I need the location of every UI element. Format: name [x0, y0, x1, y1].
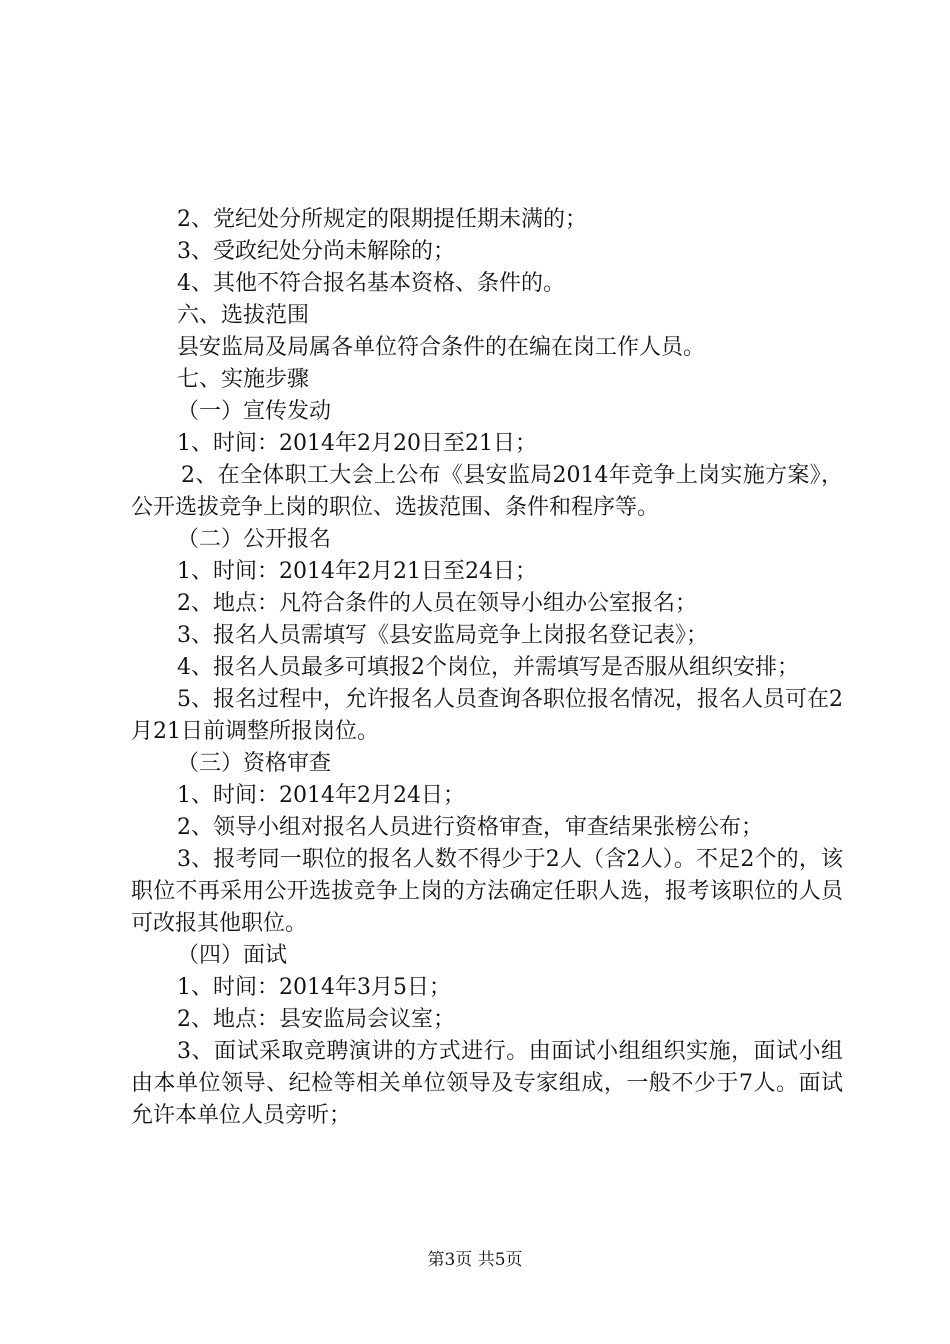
paragraph: 3、报名人员需填写《县安监局竞争上岗报名登记表》；	[177, 623, 708, 648]
paragraph: 1、时间：2014年2月20日至21日；	[177, 431, 537, 456]
paragraph: 3、面试采取竞聘演讲的方式进行。由面试小组组织实施，面试小组由本单位领导、纪检等相关单位领导及专家组成，一般不少于7人。面试允许本单位人员旁听；	[131, 1039, 843, 1128]
subsection-heading: （二）公开报名	[177, 527, 332, 552]
paragraph: 1、时间：2014年2月24日；	[177, 783, 465, 808]
section-heading: 六、选拔范围	[177, 303, 310, 328]
paragraph: 2、党纪处分所规定的限期提任期未满的；	[177, 207, 587, 232]
section-heading: 七、实施步骤	[177, 367, 310, 392]
paragraph: 5、报名过程中，允许报名人员查询各职位报名情况，报名人员可在2月21日前调整所报岗位。	[131, 687, 843, 744]
subsection-heading: （一）宣传发动	[177, 399, 332, 424]
paragraph: 4、其他不符合报名基本资格、条件的。	[177, 271, 565, 296]
paragraph: 县安监局及局属各单位符合条件的在编在岗工作人员。	[177, 335, 706, 360]
paragraph: 1、时间：2014年2月21日至24日；	[177, 559, 537, 584]
paragraph: 2、领导小组对报名人员进行资格审查，审查结果张榜公布；	[177, 815, 763, 840]
paragraph: 3、受政纪处分尚未解除的；	[177, 239, 455, 264]
paragraph: 2、在全体职工大会上公布《县安监局2014年竞争上岗实施方案》，公开选拔竞争上岗的职位、选拔范围、条件和程序等。	[131, 463, 843, 520]
subsection-heading: （四）面试	[177, 943, 288, 968]
paragraph: 3、报考同一职位的报名人数不得少于2人（含2人）。不足2个的，该职位不再采用公开选拔竞争上岗的方法确定任职人选，报考该职位的人员可改报其他职位。	[131, 847, 843, 936]
paragraph: 2、地点：县安监局会议室；	[177, 1007, 455, 1032]
paragraph: 1、时间：2014年3月5日；	[177, 975, 451, 1000]
paragraph: 4、报名人员最多可填报2个岗位，并需填写是否服从组织安排；	[177, 655, 799, 680]
paragraph: 2、地点：凡符合条件的人员在领导小组办公室报名；	[177, 591, 697, 616]
document-body	[131, 204, 843, 1132]
page-number: 第3页 共5页	[427, 1250, 523, 1270]
subsection-heading: （三）资格审查	[177, 751, 332, 776]
